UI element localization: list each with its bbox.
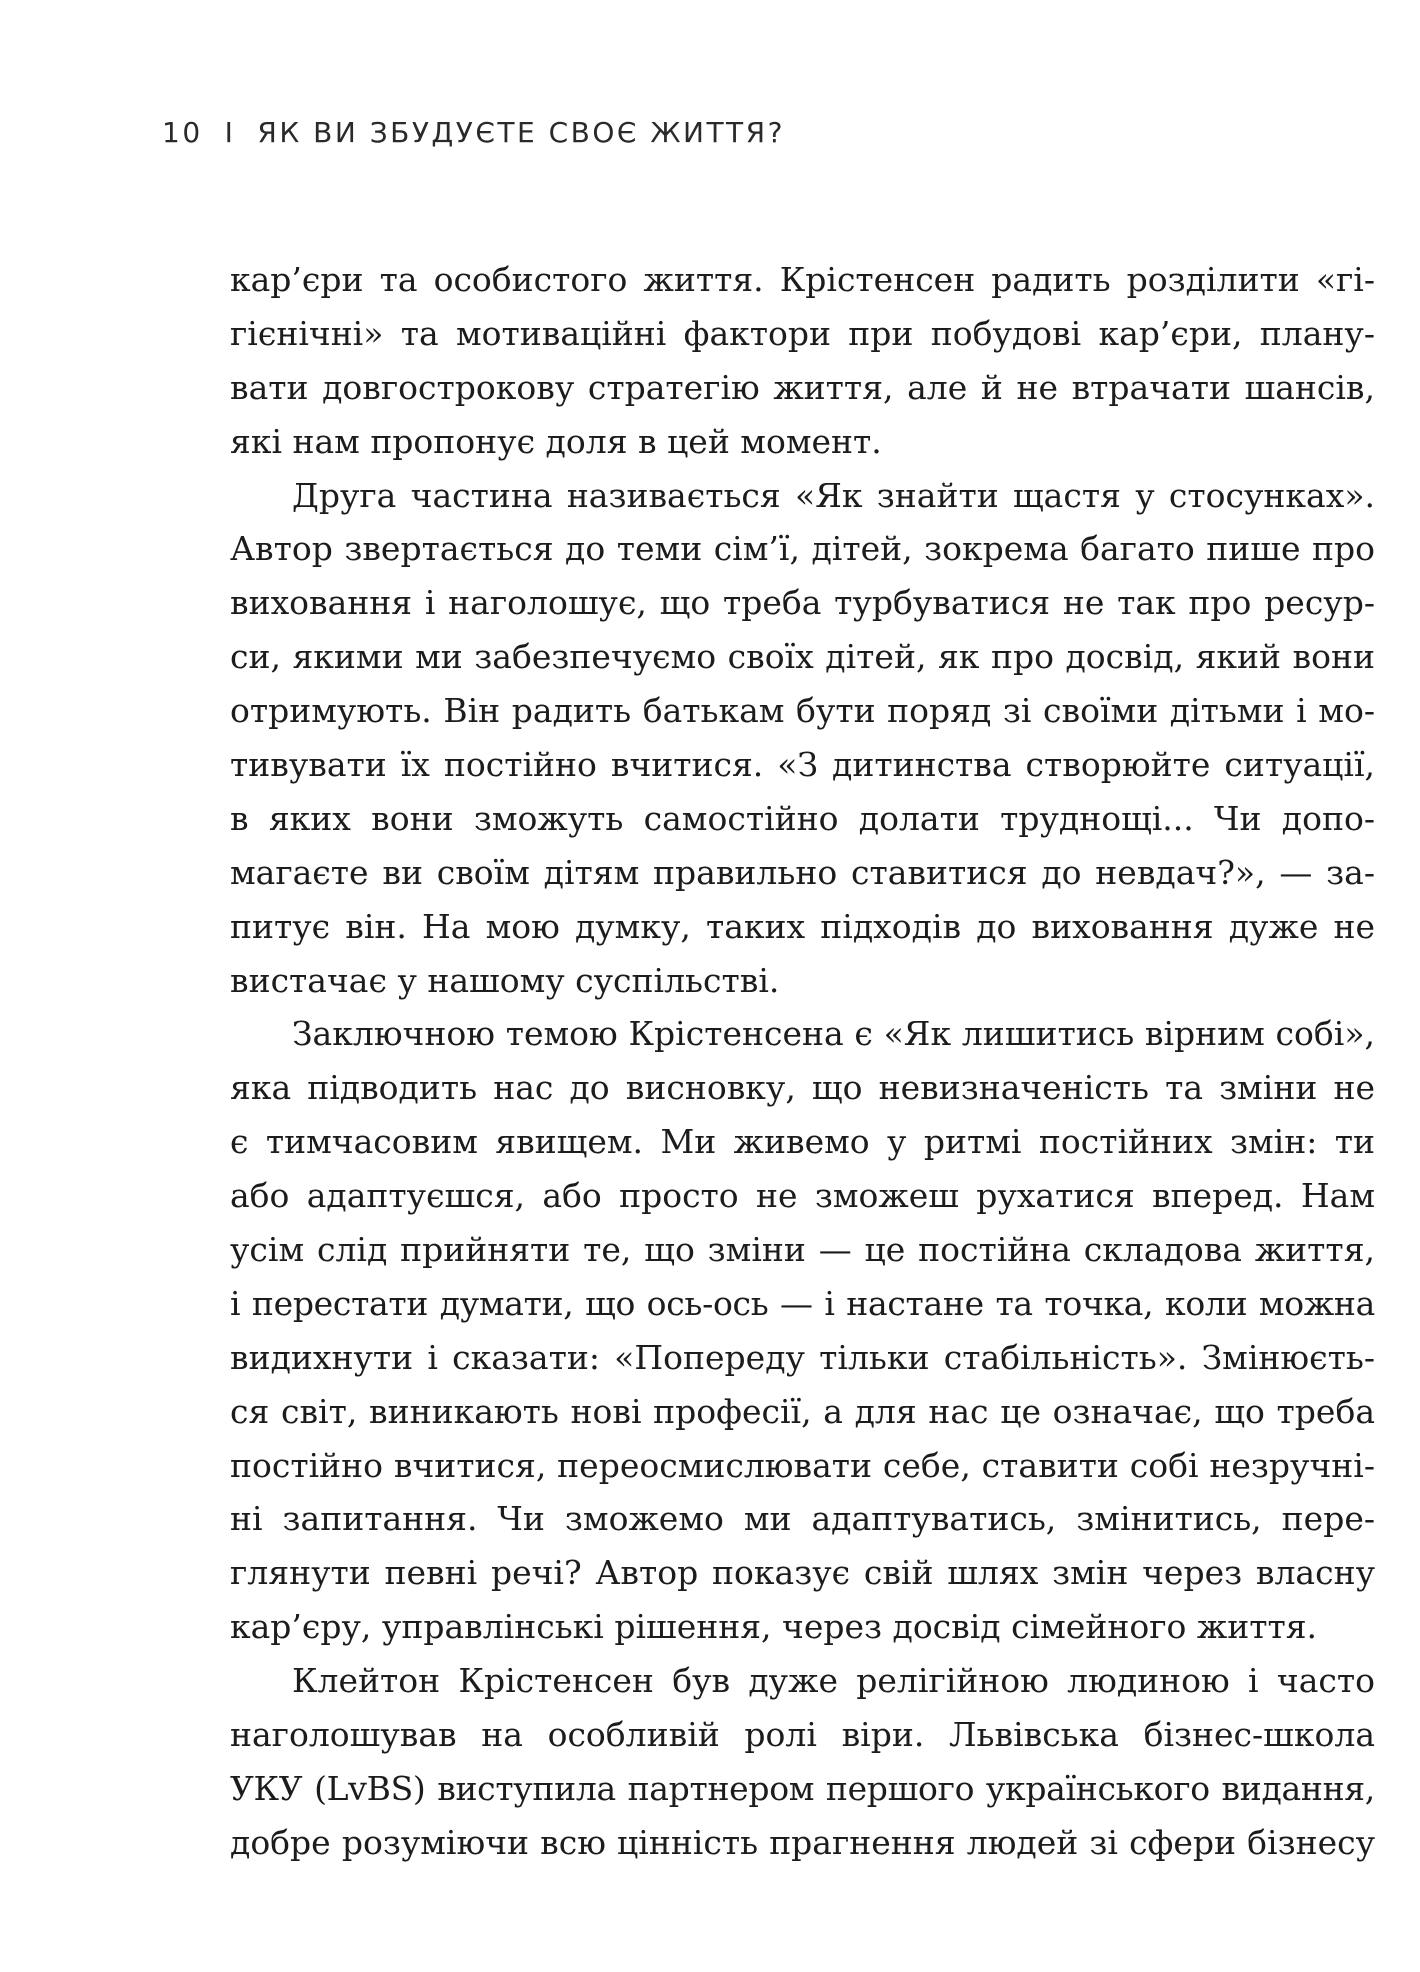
text-line: си, якими ми забезпечуємо своїх дітей, як про досвід, який вони [230, 637, 1375, 677]
text-line: вистачає у нашому суспільстві. [230, 960, 780, 1000]
text-line: видихнути і сказати: «Попереду тільки стабільність». Змінюєть- [230, 1337, 1375, 1377]
text-line: в яких вони зможуть самостійно долати труднощі... Чи допо- [230, 798, 1375, 838]
text-line: отримують. Він радить батькам бути поряд зі своїми дітьми і мо- [230, 691, 1375, 731]
text-line: виховання і наголошує, що треба турбуватися не так про ресур- [230, 583, 1375, 623]
text-line: Автор звертається до теми сім’ї, дітей, зокрема багато пише про [230, 529, 1375, 569]
text-line: які нам пропонує доля в цей момент. [230, 421, 882, 461]
text-line: кар’єри та особистого життя. Крістенсен радить розділити «гі- [230, 260, 1375, 299]
text-line: тивувати їх постійно вчитися. «З дитинства створюйте ситуації, [230, 745, 1375, 785]
text-line: ні запитання. Чи зможемо ми адаптуватись, змінитись, пере- [230, 1499, 1375, 1539]
text-line: ся світ, виникають нові професії, а для нас це означає, що треба [230, 1391, 1375, 1431]
text-line: глянути певні речі? Автор показує свій шлях змін через власну [230, 1553, 1375, 1593]
text-line: Друга частина називається «Як знайти щастя у стосунках». [292, 475, 1375, 515]
text-line: гієнічні» та мотиваційні фактори при побудові кар’єри, плану- [230, 313, 1375, 353]
page-number: 10 [162, 116, 203, 149]
text-line: УКУ (LvBS) виступила партнером першого українського видання, [230, 1768, 1375, 1808]
text-line: яка підводить нас до висновку, що невизначеність та зміни не [230, 1068, 1375, 1108]
text-line: або адаптуєшся, або просто не зможеш рухатися вперед. Нам [230, 1176, 1375, 1216]
text-line: Клейтон Крістенсен був дуже релігійною людиною і часто [292, 1661, 1375, 1701]
text-line: усім слід прийняти те, що зміни — це постійна складова життя, [230, 1230, 1375, 1270]
text-line: постійно вчитися, переосмислювати себе, ставити собі незручні- [230, 1445, 1375, 1485]
text-line: вати довгострокову стратегію життя, але й не втрачати шансів, [230, 367, 1375, 407]
text-line: кар’єру, управлінські рішення, через досвід сімейного життя. [230, 1607, 1318, 1647]
header-separator: I [224, 116, 236, 149]
text-line: питує він. На мою думку, таких підходів до виховання дуже не [230, 906, 1375, 946]
text-line: і перестати думати, що ось-ось — і настане та точка, коли можна [230, 1283, 1375, 1323]
text-line: магаєте ви своїм дітям правильно ставитися до невдач?», — за- [230, 852, 1375, 892]
text-line: Заключною темою Крістенсена є «Як лишитись вірним собі», [292, 1014, 1375, 1054]
text-line: наголошував на особливій ролі віри. Львівська бізнес-школа [230, 1715, 1375, 1755]
text-line: добре розуміючи всю цінність прагнення людей зі сфери бізнесу [230, 1822, 1375, 1862]
running-head [162, 116, 785, 149]
text-line: є тимчасовим явищем. Ми живемо у ритмі постійних змін: ти [230, 1122, 1375, 1162]
body-text [230, 253, 1375, 1870]
book-title: ЯК ВИ ЗБУДУЄТЕ СВОЄ ЖИТТЯ? [257, 116, 785, 149]
